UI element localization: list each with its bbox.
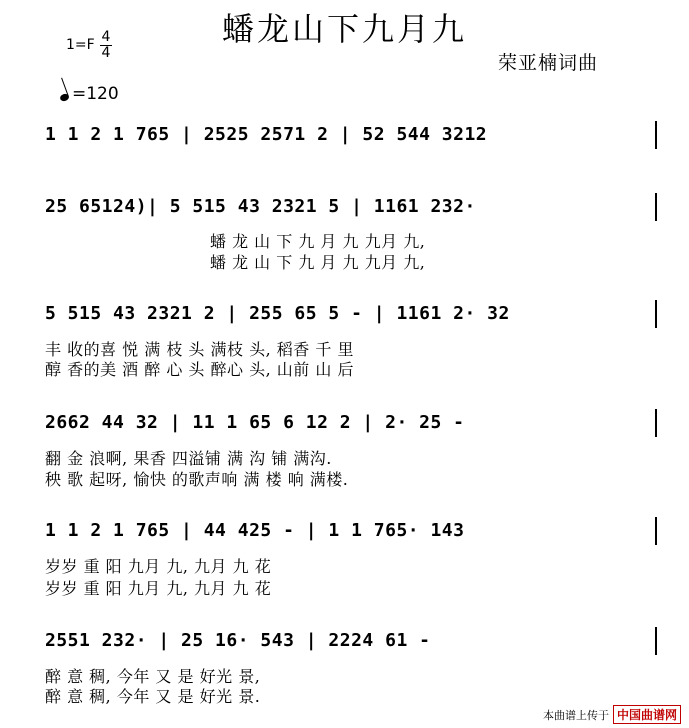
score-line-4-lyrics-2: 秧 歌 起呀, 愉快 的歌声响 满 楼 响 满楼. [45,470,349,489]
score-line-1-notes: 1 1 2 1 765 | 2525 2571 2 | 52 544 3212 [45,124,488,145]
bar-line [655,517,657,545]
score-line-6-notes: 2551 232· | 25 16· 543 | 2224 61 - [45,630,431,651]
score-line-5-lyrics-2: 岁岁 重 阳 九月 九, 九月 九 花 [45,579,272,598]
composer-credit: 荣亚楠词曲 [498,52,599,74]
bar-line [655,121,657,149]
score-line-6-lyrics-1: 醉 意 稠, 今年 又 是 好光 景, [45,667,261,686]
bar-line [655,193,657,221]
song-title: 蟠龙山下九月九 [221,10,467,48]
score-line-3-lyrics-2: 醇 香的美 酒 醉 心 头 醉心 头, 山前 山 后 [45,360,354,379]
key-signature: 1=F [66,37,95,53]
score-line-3-lyrics-1: 丰 收的喜 悦 满 枝 头 满枝 头, 稻香 千 里 [45,340,354,359]
quarter-note-icon [59,93,70,103]
score-line-6-lyrics-2: 醉 意 稠, 今年 又 是 好光 景. [45,687,261,706]
tempo-marking [60,84,119,104]
bar-line [655,627,657,655]
time-signature [100,30,112,61]
site-logo: 中国曲谱网 [613,705,681,724]
footer-text: 本曲谱上传于 [542,708,609,722]
score-line-2-lyrics-2: 蟠 龙 山 下 九 月 九 九月 九, [210,253,426,272]
bar-line [655,409,657,437]
score-line-2-notes: 25 65124)| 5 515 43 2321 5 | 1161 232· [45,196,476,217]
score-line-3-notes: 5 515 43 2321 2 | 255 65 5 - | 1161 2· 32 [45,303,510,324]
bar-line [655,300,657,328]
time-signature-top: 4 [101,29,111,45]
score-line-5-lyrics-1: 岁岁 重 阳 九月 九, 九月 九 花 [45,557,272,576]
upload-footer [543,705,681,724]
score-line-5-notes: 1 1 2 1 765 | 44 425 - | 1 1 765· 143 [45,520,465,541]
score-line-4-lyrics-1: 翻 金 浪啊, 果香 四溢铺 满 沟 铺 满沟. [45,449,332,468]
time-signature-bottom: 4 [101,45,111,61]
tempo-value: =120 [72,84,119,104]
score-line-4-notes: 2662 44 32 | 11 1 65 6 12 2 | 2· 25 - [45,412,465,433]
score-line-2-lyrics-1: 蟠 龙 山 下 九 月 九 九月 九, [210,232,426,251]
